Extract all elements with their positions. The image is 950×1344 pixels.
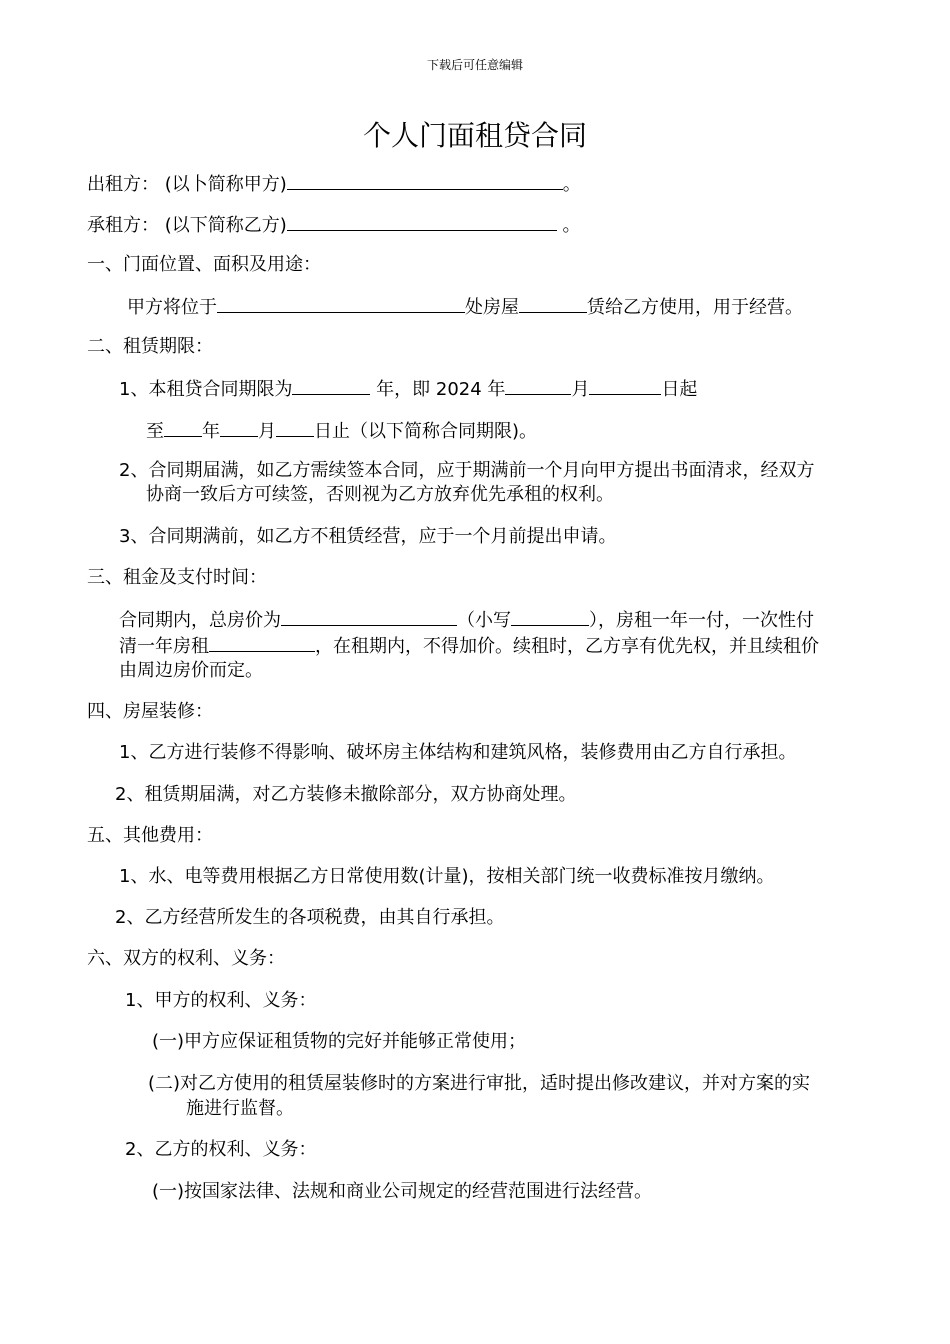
- annual-rent-blank[interactable]: [209, 633, 315, 652]
- term-text-h: 日止（以下简称合同期限)。: [314, 421, 538, 442]
- lessee-name-blank[interactable]: [287, 212, 557, 231]
- rent-text-e: ，在租期内，不得加价。续租时，乙方享有优先权，并且续租价: [315, 636, 819, 657]
- rent-text-a: 合同期内，总房价为: [119, 610, 281, 631]
- rent-line-2: [119, 633, 819, 659]
- s1-text-c: 赁给乙方使用，用于经营。: [587, 297, 803, 318]
- term-text-g: 月: [258, 421, 276, 442]
- rent-line-3: 由周边房价而定。: [119, 660, 263, 681]
- document-title: 个人门面租贷合同: [362, 119, 587, 152]
- total-price-blank[interactable]: [281, 607, 457, 626]
- term-text-a: 1、本租贷合同期限为: [119, 379, 293, 400]
- lessee-line: [87, 212, 581, 238]
- renovation-item-2: 2、租赁期届满，对乙方装修未撤除部分，双方协商处理。: [115, 784, 577, 805]
- lessee-paren: (以下简称乙方): [164, 215, 287, 236]
- fees-item-2: 2、乙方经营所发生的各项税费，由其自行承担。: [115, 907, 505, 928]
- lowercase-amount-blank[interactable]: [511, 607, 589, 626]
- term-item-2-line-1: 2、合同期届满，如乙方需续签本合同，应于期满前一个月向甲方提出书面清求，经双方: [119, 460, 815, 481]
- location-blank[interactable]: [217, 294, 465, 313]
- rent-line-1: [119, 607, 814, 633]
- section-4-heading: 四、房屋装修：: [87, 701, 213, 722]
- lessor-label: 出租方：: [87, 174, 159, 195]
- rent-text-c: ），房租一年一付，一次性付: [589, 610, 814, 631]
- section-3-heading: 三、租金及支付时间：: [87, 567, 267, 588]
- lessor-name-blank[interactable]: [287, 171, 563, 190]
- rent-text-d: 清一年房租: [119, 636, 209, 657]
- s1-text-a: 甲方将位于: [127, 297, 217, 318]
- term-text-e: 至: [146, 421, 164, 442]
- section-6-heading: 六、双方的权利、义务：: [87, 948, 285, 969]
- term-text-f: 年: [202, 421, 220, 442]
- party-a-duties-heading: 1、甲方的权利、义务：: [125, 990, 317, 1011]
- lessee-label: 承租方：: [87, 215, 159, 236]
- term-text-c: 月: [571, 379, 590, 400]
- section-1-heading: 一、门面位置、面积及用途：: [87, 254, 321, 275]
- party-a-duty-2-line-2: 施进行监督。: [186, 1098, 294, 1119]
- end-month-blank[interactable]: [220, 418, 258, 437]
- party-b-duties-heading: 2、乙方的权利、义务：: [125, 1139, 317, 1160]
- party-b-duty-1: (一)按国家法律、法规和商业公司规定的经营范围进行法经营。: [152, 1181, 653, 1202]
- party-a-duty-2-line-1: (二)对乙方使用的租赁屋装修时的方案进行审批，适时提出修改建议，并对方案的实: [148, 1073, 811, 1094]
- area-blank[interactable]: [519, 294, 587, 313]
- party-a-duty-1: (一)甲方应保证租赁物的完好并能够正常使用；: [152, 1031, 527, 1052]
- rent-text-b: （小写: [457, 610, 511, 631]
- section-2-heading: 二、租赁期限：: [87, 336, 213, 357]
- lessor-line: [87, 171, 581, 197]
- lessor-end: 。: [562, 174, 581, 195]
- start-month-blank[interactable]: [505, 376, 571, 395]
- term-item-2-line-2: 协商一致后方可续签，否则视为乙方放弃优先承租的权利。: [146, 484, 614, 505]
- end-year-blank[interactable]: [164, 418, 202, 437]
- s1-text-b: 处房屋: [465, 297, 519, 318]
- header-note: 下载后可任意编辑: [426, 58, 523, 72]
- lessor-paren: (以卜简称甲方): [164, 174, 287, 195]
- end-day-blank[interactable]: [276, 418, 314, 437]
- section-5-heading: 五、其他费用：: [87, 825, 213, 846]
- lessee-end: 。: [556, 215, 581, 236]
- fees-item-1: 1、水、电等费用根据乙方日常使用数(计量)，按相关部门统一收费标准按月缴纳。: [119, 866, 775, 887]
- term-text-b: 年，即 2024 年: [370, 379, 506, 400]
- start-day-blank[interactable]: [589, 376, 661, 395]
- term-item-1-end: [146, 418, 537, 444]
- term-item-1: [119, 376, 697, 402]
- term-years-blank[interactable]: [292, 376, 370, 395]
- renovation-item-1: 1、乙方进行装修不得影响、破坏房主体结构和建筑风格，装修费用由乙方自行承担。: [119, 742, 797, 763]
- term-item-3: 3、合同期满前，如乙方不租赁经营，应于一个月前提出申请。: [119, 526, 617, 547]
- section-1-paragraph: [127, 294, 803, 320]
- term-text-d: 日起: [661, 379, 698, 400]
